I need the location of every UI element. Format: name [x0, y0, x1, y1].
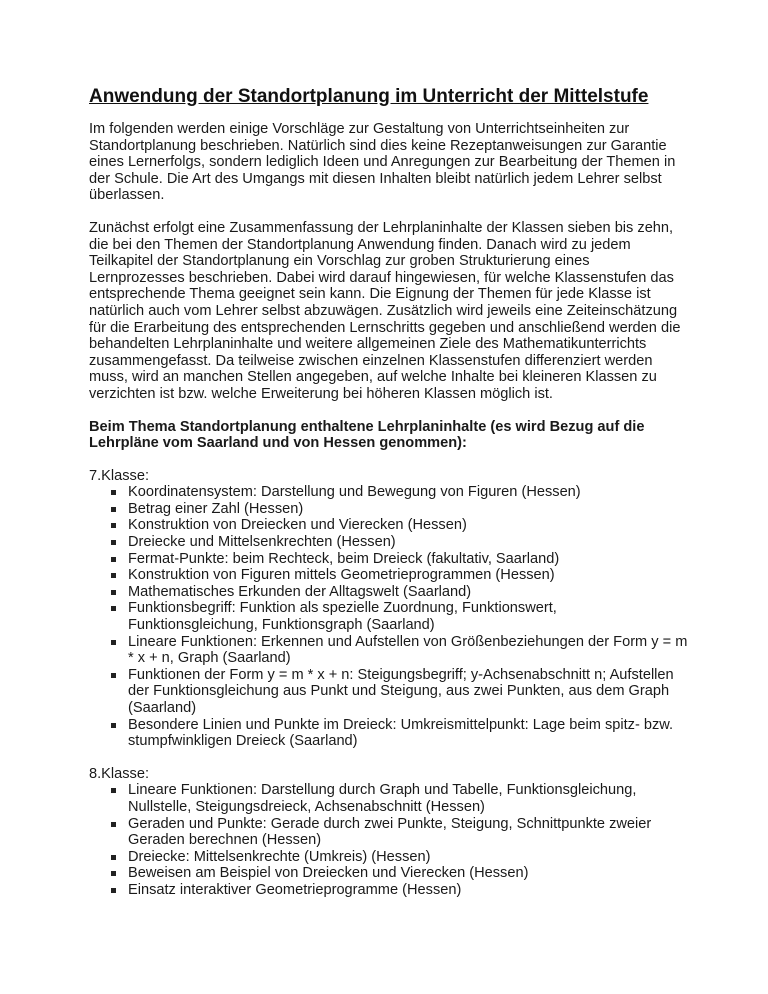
list-item: Funktionen der Form y = m * x + n: Steigungsbegriff; y-Achsenabschnitt n; Aufstellen der Funktionsgleichung aus Punkt und Steigung, aus zwei Punkten, aus dem Graph (Saarland)	[89, 667, 689, 717]
square-bullet-icon	[111, 788, 116, 793]
list-item: Funktionsbegriff: Funktion als spezielle Zuordnung, Funktionswert, Funktionsgleichung, Funktionsgraph (Saarland)	[89, 600, 689, 633]
list-item: Dreiecke: Mittelsenkrechte (Umkreis) (Hessen)	[89, 849, 689, 866]
list-item: Fermat-Punkte: beim Rechteck, beim Dreieck (fakultativ, Saarland)	[89, 551, 689, 568]
class-8-section	[89, 766, 689, 899]
square-bullet-icon	[111, 540, 116, 545]
square-bullet-icon	[111, 871, 116, 876]
class-label: 8.Klasse:	[89, 765, 150, 782]
list-item: Einsatz interaktiver Geometrieprogramme (Hessen)	[89, 882, 689, 899]
square-bullet-icon	[111, 723, 116, 728]
square-bullet-icon	[111, 673, 116, 678]
document-page	[89, 86, 689, 899]
class-7-list	[89, 484, 689, 750]
square-bullet-icon	[111, 557, 116, 562]
class-8-list	[89, 782, 689, 898]
list-item: Koordinatensystem: Darstellung und Bewegung von Figuren (Hessen)	[89, 484, 689, 501]
list-item: Beweisen am Beispiel von Dreiecken und Vierecken (Hessen)	[89, 865, 689, 882]
square-bullet-icon	[111, 523, 116, 528]
square-bullet-icon	[111, 888, 116, 893]
square-bullet-icon	[111, 490, 116, 495]
square-bullet-icon	[111, 573, 116, 578]
list-item: Lineare Funktionen: Darstellung durch Graph und Tabelle, Funktionsgleichung, Nullstelle, Steigungsdreieck, Achsenabschnitt (Hessen)	[89, 782, 689, 815]
square-bullet-icon	[111, 822, 116, 827]
list-item: Betrag einer Zahl (Hessen)	[89, 501, 689, 518]
document-title: Anwendung der Standortplanung im Unterricht der Mittelstufe	[89, 86, 649, 107]
list-item: Geraden und Punkte: Gerade durch zwei Punkte, Steigung, Schnittpunkte zweier Geraden berechnen (Hessen)	[89, 816, 689, 849]
class-label: 7.Klasse:	[89, 467, 150, 484]
list-item: Dreiecke und Mittelsenkrechten (Hessen)	[89, 534, 689, 551]
summary-paragraph: Zunächst erfolgt eine Zusammenfassung der Lehrplaninhalte der Klassen sieben bis zehn, die bei den Themen der Standortplanung Anwendung finden. Danach wird zu jedem Teilkapitel der Standortplanung ein Vorschlag zur groben Strukturierung eines Lernprozesses beschrieben. Dabei wird darauf hingewiesen, für welche Klassenstufen das entsprechende Thema geeignet sein kann. Die Eignung der Themen für jede Klasse ist natürlich auch vom Lehrer selbst abzuwägen. Zusätzlich wird jeweils eine Zeiteinschätzung für die Erarbeitung des entsprechenden Lernschritts gegeben und anschließend werden die behandelten Lehrplaninhalte und weitere allgemeinen Ziele des Mathematikunterrichts zusammengefasst. Da teilweise zwischen einzelnen Klassenstufen differenziert werden muss, wird an manchen Stellen angegeben, auf welche Inhalte bei kleineren Klassen zu verzichten ist bzw. welche Erweiterung bei höheren Klassen möglich ist.	[89, 219, 681, 402]
class-7-section	[89, 468, 689, 750]
square-bullet-icon	[111, 606, 116, 611]
square-bullet-icon	[111, 590, 116, 595]
list-item: Konstruktion von Dreiecken und Vierecken (Hessen)	[89, 517, 689, 534]
square-bullet-icon	[111, 640, 116, 645]
list-item: Konstruktion von Figuren mittels Geometrieprogrammen (Hessen)	[89, 567, 689, 584]
intro-paragraph: Im folgenden werden einige Vorschläge zur Gestaltung von Unterrichtseinheiten zur Standortplanung beschrieben. Natürlich sind dies keine Rezeptanweisungen zur Garantie eines Lernerfolgs, sondern lediglich Ideen und Anregungen zur Bearbeitung der Themen in der Schule. Die Art des Umgangs mit diesen Inhalten bleibt natürlich jedem Lehrer selbst überlassen.	[89, 121, 676, 204]
list-item: Lineare Funktionen: Erkennen und Aufstellen von Größenbeziehungen der Form y = m * x + n, Graph (Saarland)	[89, 634, 689, 667]
section-heading: Beim Thema Standortplanung enthaltene Lehrplaninhalte (es wird Bezug auf die Lehrpläne vom Saarland und von Hessen genommen):	[89, 418, 645, 452]
square-bullet-icon	[111, 855, 116, 860]
square-bullet-icon	[111, 507, 116, 512]
list-item: Besondere Linien und Punkte im Dreieck: Umkreismittelpunkt: Lage beim spitz- bzw. stumpfwinkligen Dreieck (Saarland)	[89, 717, 689, 750]
list-item: Mathematisches Erkunden der Alltagswelt (Saarland)	[89, 584, 689, 601]
